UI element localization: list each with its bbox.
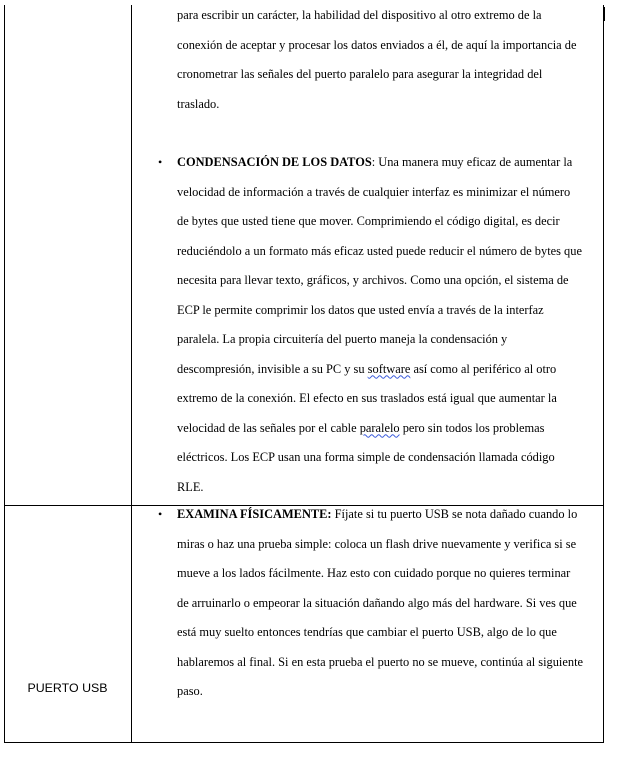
text-run: descompresión, invisible a su PC y su: [177, 361, 368, 376]
text-line: [177, 355, 582, 385]
text-run: velocidad de las señales por el cable: [177, 420, 360, 435]
text-line: conexión de aceptar y procesar los datos enviados a él, de aquí la importancia de: [177, 37, 577, 52]
text-line: miras o haz una prueba simple: coloca un flash drive nuevamente y verifica si se: [177, 536, 577, 551]
examina-paragraph: [177, 500, 583, 707]
table-bottom-border: [4, 742, 604, 743]
text-line: extremo de la conexión. El efecto en sus traslados está igual que aumentar la: [177, 391, 557, 405]
text-line: eléctricos. Los ECP usan una forma simple de condensación llamada código: [177, 450, 555, 464]
spellcheck-flagged-word[interactable]: paralelo: [359, 420, 400, 435]
text-line: necesita para llevar texto, gráficos, y archivos. Como una opción, el sistema de: [177, 273, 569, 287]
text-line: ECP le permite comprimir los datos que usted envía a través de la interfaz: [177, 302, 544, 317]
text-line: [177, 148, 582, 178]
bullet-title: EXAMINA FÍSICAMENTE:: [177, 507, 332, 521]
table-right-border: [603, 5, 604, 743]
bullet-point: •: [158, 155, 163, 169]
text-line: paso.: [177, 684, 203, 698]
text-line: RLE.: [177, 479, 204, 494]
text-run: : Una manera muy eficaz de aumentar la: [371, 155, 573, 169]
text-line: de bytes que usted tiene que mover. Comprimiendo el código digital, es decir: [177, 214, 560, 228]
text-run: así como al periférico al otro: [410, 361, 557, 376]
continuation-paragraph: [177, 1, 576, 119]
row-label-puerto-usb: PUERTO USB: [27, 681, 108, 695]
text-line: para escribir un carácter, la habilidad del dispositivo al otro extremo de la: [177, 8, 542, 22]
text-line: está muy suelto entonces tendrías que cambiar el puerto USB, algo de lo que: [177, 625, 557, 639]
text-line: reduciéndolo a un formato más eficaz usted puede reducir el número de bytes que: [177, 243, 582, 258]
text-line: velocidad de información a través de cualquier interfaz es minimizar el número: [177, 184, 571, 199]
table-left-border: [4, 5, 5, 743]
text-cursor: [604, 7, 605, 21]
text-line: de arruinarlo o empeorar la situación dañando algo más del hardware. Si ves que: [177, 595, 577, 610]
text-line: [177, 414, 582, 444]
bullet-title: CONDENSACIÓN DE LOS DATOS: [177, 155, 372, 169]
text-run: Fíjate si tu puerto USB se nota dañado cuando lo: [331, 507, 578, 521]
text-line: mueve a los lados fácilmente. Haz esto con cuidado porque no quieres terminar: [177, 566, 571, 580]
text-run: pero sin todos los problemas: [399, 420, 545, 435]
text-line: [177, 500, 583, 530]
text-line: traslado.: [177, 96, 220, 111]
condensacion-paragraph: [177, 148, 582, 502]
bullet-point: •: [158, 507, 163, 521]
spellcheck-flagged-word[interactable]: software: [367, 361, 411, 376]
text-line: cronometrar las señales del puerto paralelo para asegurar la integridad del: [177, 67, 543, 81]
text-line: hablaremos al final. Si en esta prueba el puerto no se mueve, continúa al siguiente: [177, 654, 584, 669]
text-line: paralela. La propia circuitería del puerto maneja la condensación y: [177, 332, 508, 346]
table-column-divider: [131, 5, 132, 743]
